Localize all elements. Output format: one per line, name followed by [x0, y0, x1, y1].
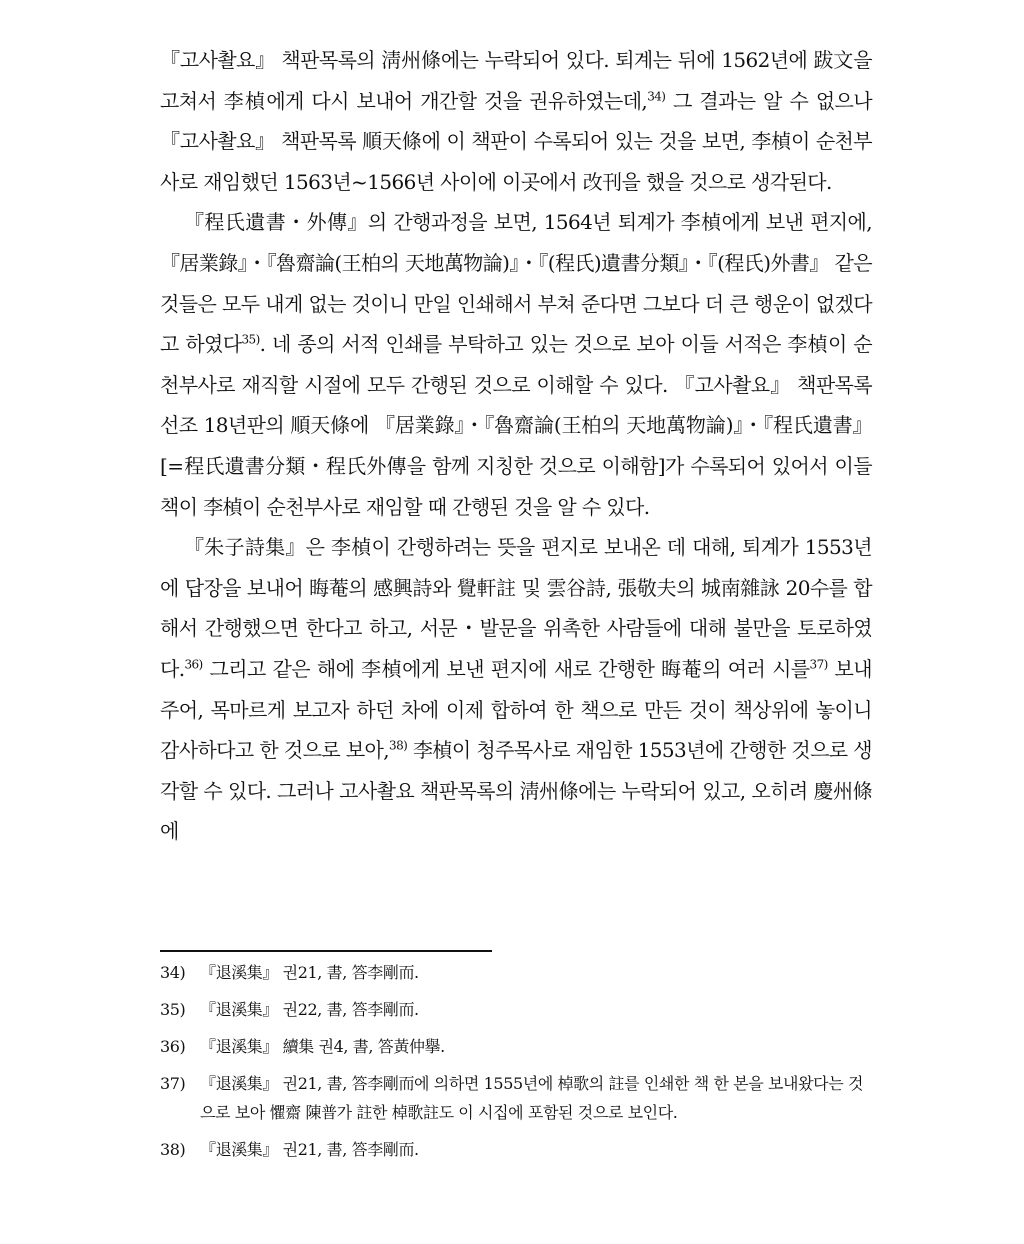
footnote-text: 『退溪集』 권21, 書, 答李剛而. — [200, 963, 419, 982]
footnotes — [160, 958, 872, 1172]
footnote-text: 『退溪集』 續集 권4, 書, 答黃仲擧. — [200, 1037, 445, 1056]
paragraph-1 — [160, 40, 872, 202]
footnote-item — [160, 995, 872, 1024]
footnote-ref-38: 38) — [389, 738, 408, 753]
footnote-ref-34: 34) — [647, 88, 666, 103]
footnote-ref-35: 35) — [241, 332, 260, 347]
footnote-item — [160, 1135, 872, 1164]
footnote-text: 『退溪集』 권21, 書, 答李剛而. — [200, 1140, 419, 1159]
paragraph-3-end: 李楨이 청주목사로 재임한 1553년에 간행한 것으로 생각할 수 있다. 그러나 고사촬요 책판목록의 淸州條에는 누락되어 있고, 오히려 慶州條에 — [160, 738, 873, 844]
footnote-number: 35) — [160, 1000, 186, 1019]
footnote-ref-37: 37) — [809, 657, 828, 672]
footnote-number: 36) — [160, 1037, 186, 1056]
paragraph-3-mid2: 보내주어, 목마르게 보고자 하던 차에 이제 합하여 한 책으로 만든 것이 책상위에 놓이니 감사하다고 한 것으로 보아, — [160, 656, 872, 763]
paragraph-1-cont: 그 결과는 알 수 없으나 『고사촬요』 책판목록 順天條에 이 책판이 수록되어 있는 것을 보면, 李楨이 순천부사로 재임했던 1563년~1566년 사이에 이곳에서 改刊을 했을 것으로 생각된다. — [160, 88, 872, 194]
footnote-item — [160, 1069, 872, 1127]
paragraph-2-text: 『程氏遺書・外傳』의 간행과정을 보면, 1564년 퇴계가 李楨에게 보낸 편지에, 『居業錄』・『魯齋論(王柏의 天地萬物論)』・『(程氏)遺書分類』・『(程氏)外書』 같은 것들은 모두 내게 없는 것이니 만일 인쇄해서 부쳐 준다면 그보다 더 큰 행운이 없겠다고 하였다 — [160, 210, 872, 357]
paragraph-3-text: 『朱子詩集』은 李楨이 간행하려는 뜻을 편지로 보내온 데 대해, 퇴계가 1553년에 답장을 보내어 晦菴의 感興詩와 覺軒註 및 雲谷詩, 張敬夫의 城南雜詠 20수를 합해서 간행했으면 한다고 하고, 서문・발문을 위촉한 사람들에 대해 불만을 토로하였다. — [160, 535, 872, 681]
footnote-number: 37) — [160, 1074, 186, 1093]
footnote-item — [160, 958, 872, 987]
footnote-ref-36: 36) — [184, 657, 203, 672]
paragraph-3-mid: 그리고 같은 해에 李楨에게 보낸 편지에 새로 간행한 晦菴의 여러 시를 — [202, 656, 810, 681]
paragraph-2 — [160, 202, 872, 527]
footnote-number: 38) — [160, 1140, 186, 1159]
body-text — [160, 40, 872, 852]
paragraph-3 — [160, 527, 872, 852]
footnote-text: 『退溪集』 권22, 書, 答李剛而. — [200, 1000, 419, 1019]
paragraph-1-text: 『고사촬요』 책판목록의 淸州條에는 누락되어 있다. 퇴계는 뒤에 1562년에 跋文을 고쳐서 李楨에게 다시 보내어 개간할 것을 권유하였는데, — [160, 48, 872, 113]
footnote-number: 34) — [160, 963, 186, 982]
footnote-text: 『退溪集』 권21, 書, 答李剛而에 의하면 1555년에 棹歌의 註를 인쇄한 책 한 본을 보내왔다는 것으로 보아 懼齋 陳普가 註한 棹歌註도 이 시집에 포함된 것으로 보인다. — [200, 1074, 864, 1122]
footnote-item — [160, 1032, 872, 1061]
paragraph-2-cont: . 네 종의 서적 인쇄를 부탁하고 있는 것으로 보아 이들 서적은 李楨이 순천부사로 재직할 시절에 모두 간행된 것으로 이해할 수 있다. 『고사촬요』 책판목록 선조 18년판의 順天條에 『居業錄』・『魯齋論(王柏의 天地萬物論)』・『程氏遺書』[=程氏遺書分類・程氏外傳을 함께 지칭한 것으로 이해함]가 수록되어 있어서 이들 책이 李楨이 순천부사로 재임할 때 간행된 것을 알 수 있다. — [160, 332, 872, 519]
footnote-divider — [160, 950, 492, 952]
